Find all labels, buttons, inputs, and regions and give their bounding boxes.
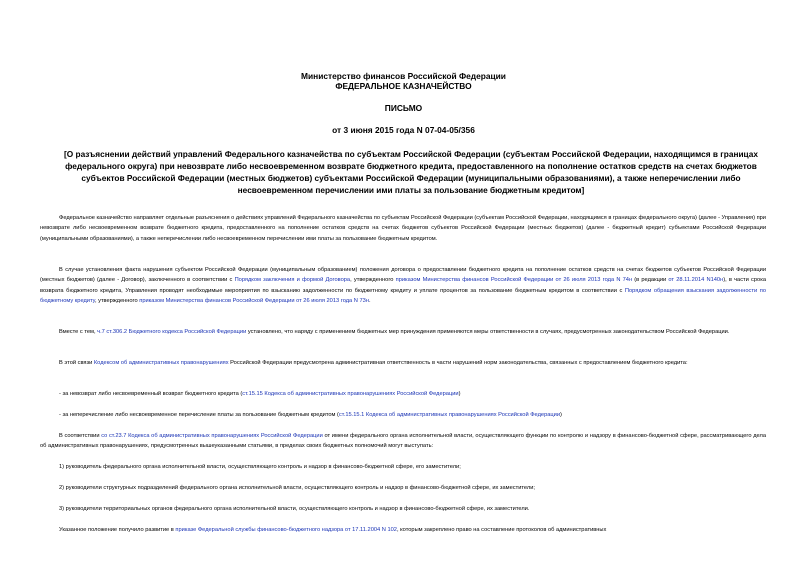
document-title: [О разъяснении действий управлений Федерального казначейства по субъектам Российской Федерации (субъектам Российской Федерации, находящимся в границах федерального округа) при невозврате либо несвоевременном возврате бюджетного кредита, предоставленного на пополнение остатков средств на счетах бюджетов субъектов Российской Федерации (местных бюджетов) субъектами Российской Федерации (муниципальными образованиями), а также неперечислении либо несвоевременном перечислении ими платы за пользование бюджетным кредитом] — [63, 149, 758, 195]
ministry-heading: Министерство финансов Российской Федерации — [301, 71, 506, 81]
paragraph-text: Указанное положение получило развитие в — [59, 527, 176, 533]
paragraph-development — [40, 525, 766, 535]
link-administrative-code[interactable]: Кодексом об административных правонарушениях — [93, 360, 229, 366]
paragraph-liability — [40, 327, 766, 337]
list-item-1: 1) руководитель федерального органа исполнительной власти, осуществляющего контроль и надзор в финансово-бюджетной сфере, его заместители; — [59, 464, 461, 470]
document-type: ПИСЬМО — [384, 103, 423, 113]
link-order-74n[interactable]: приказом Министерства финансов Российской Федерации от 26 июля 2013 года N 74н — [395, 277, 633, 284]
paragraph-text: (в редакции — [632, 277, 669, 284]
paragraph-violation — [40, 265, 766, 307]
treasury-heading: ФЕДЕРАЛЬНОЕ КАЗНАЧЕЙСТВО — [335, 81, 472, 91]
link-budget-code[interactable]: ч.7 ст.306.2 Бюджетного кодекса Российской Федерации — [97, 329, 247, 335]
paragraph-administrative-code — [40, 358, 766, 368]
paragraph-text: ), в части срока возврата бюджетного кредита, Управления проводят необходимые мероприятия по взысканию задолженности по бюджетному кредиту и уплате процентов за пользование бюджетным кредитом в соответствии с — [40, 277, 766, 294]
paragraph-text: . — [368, 298, 371, 305]
paragraph-text: , утвержденного — [94, 298, 140, 305]
paragraph-text: - за неперечисление либо несвоевременное перечисление платы за пользование бюджетным кредитом ( — [59, 412, 339, 418]
list-item-3: 3) руководители территориальных органов федерального органа исполнительной власти, осуществляющего контроль и надзор в финансово-бюджетной сфере, их заместители. — [59, 506, 530, 512]
paragraph-text: ) — [560, 412, 562, 418]
link-order-73n[interactable]: приказом Министерства финансов Российской Федерации от 26 июля 2013 года N 73н — [139, 298, 369, 305]
paragraph-text: - за невозврат либо несвоевременный возврат бюджетного кредита ( — [59, 391, 243, 397]
paragraph-intro: Федеральное казначейство направляет отдельные разъяснения о действиях управлений Федерального казначейства по субъектам Российской Федерации (субъектам Российской Федерации, находящимся в границах федерального округа) (далее - Управления) при невозврате либо несвоевременном возврате бюджетного кредита, предоставленного на пополнение остатков средств на счетах бюджетов субъектов Российской Федерации (местных бюджетов) (далее - бюджетный кредит) субъектами Российской Федерации (муниципальными образованиями), а также неперечислении либо несвоевременном перечислении ими платы за пользование бюджетным кредитом. — [40, 215, 766, 242]
link-article-15-15[interactable]: ст.15.15 Кодекса об административных правонарушениях Российской Федерации — [242, 391, 459, 397]
link-contract-procedure[interactable]: Порядком заключения и формой Договора — [234, 277, 351, 284]
document-date-number: от 3 июня 2015 года N 07-04-05/356 — [332, 125, 475, 135]
paragraph-text: , утвержденного — [350, 277, 396, 284]
paragraph-text: от имени федерального органа исполнительной власти, осуществляющего функции по контролю и надзору в финансово-бюджетной сфере, рассматривающего дела об административных правонарушениях, предусмотренных вышеуказанными статьями, в пределах своих бюджетных полномочий могут выступать: — [40, 433, 766, 450]
paragraph-text: В соответствии — [59, 433, 102, 439]
paragraph-authorities — [40, 431, 766, 452]
paragraph-text: Российской Федерации предусмотрена административная ответственность в части нарушений норм законодательства, связанных с предоставлением бюджетного кредита: — [228, 360, 688, 366]
paragraph-text: , которым закреплено право на составление протоколов об административных — [396, 527, 607, 533]
link-article-15-15-1[interactable]: ст.15.15.1 Кодекса об административных правонарушениях Российской Федерации — [338, 412, 561, 418]
list-item-nonreturn — [40, 389, 766, 399]
paragraph-text: В этой связи — [59, 360, 94, 366]
paragraph-text: установлено, что наряду с применением бюджетных мер принуждения применяются меры ответственности в случаях, предусмотренных законодательством Российской Федерации. — [246, 329, 730, 335]
paragraph-text: ) — [458, 391, 461, 397]
paragraph-text: В случае установления факта нарушения субъектом Российской Федерации (муниципальным образованием) положения договора о предоставлении бюджетного кредита на пополнение остатков средств на счетах бюджетов субъектов Российской Федерации (местных бюджетов) (далее - Договор), заключенного в соответствии с — [40, 267, 766, 284]
list-item-nonpayment — [40, 410, 766, 420]
link-article-23-7[interactable]: со ст.23.7 Кодекса об административных правонарушениях Российской Федерации — [101, 433, 323, 439]
link-order-140n[interactable]: от 28.11.2014 N140н — [668, 277, 724, 284]
list-item-2: 2) руководители структурных подразделений федерального органа исполнительной власти, осуществляющего контроль и надзор в финансово-бюджетной сфере, их заместители; — [59, 485, 535, 491]
paragraph-text: Вместе с тем, — [59, 329, 98, 335]
link-debt-recovery-procedure[interactable]: Порядком обращения взыскания задолженности по бюджетному кредиту — [40, 287, 766, 305]
link-order-102[interactable]: приказе Федеральной службы финансово-бюджетного надзора от 17.11.2004 N 102 — [175, 527, 397, 533]
